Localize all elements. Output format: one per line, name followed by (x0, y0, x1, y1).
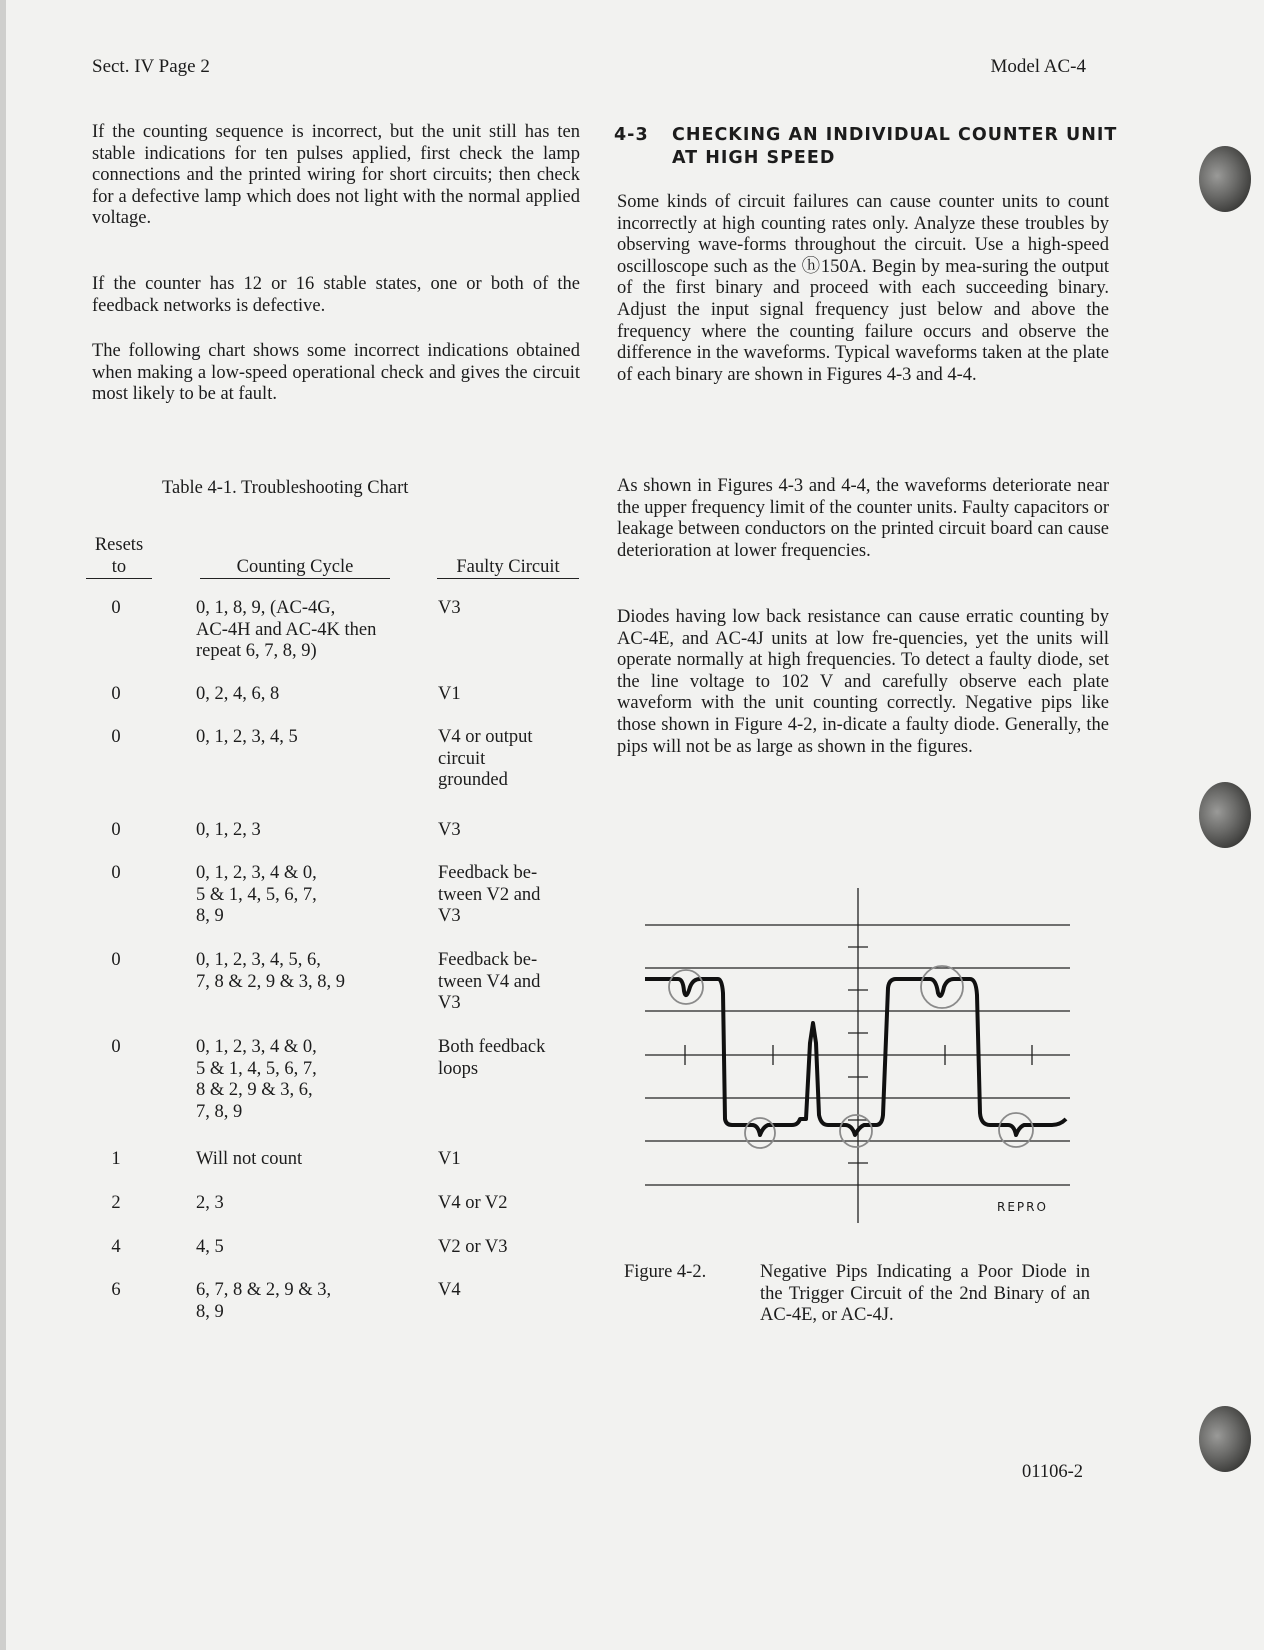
cell-resets: 0 (111, 727, 121, 747)
cell-faulty-circuit: V3 (438, 598, 461, 618)
page-edge (0, 0, 6, 1650)
table-title: Table 4-1. Troubleshooting Chart (162, 478, 409, 498)
oscilloscope-waveform-figure (640, 883, 1080, 1228)
cell-resets: 6 (111, 1280, 121, 1300)
cell-counting-cycle: 0, 1, 2, 3, 4, 5, 6, 7, 8 & 2, 9 & 3, 8, 9 (196, 950, 346, 992)
document-number: 01106-2 (1022, 1462, 1083, 1482)
binder-hole-middle (1199, 782, 1251, 848)
section-title: CHECKING AN INDIVIDUAL COUNTER UNIT AT HIGH SPEED (672, 125, 1118, 168)
binder-hole-bottom (1199, 1406, 1251, 1472)
table-header-counting-cycle: Counting Cycle (200, 556, 390, 579)
table-header-resets (86, 534, 152, 579)
cell-faulty-circuit: Feedback be- tween V2 and V3 (438, 863, 541, 927)
cell-resets: 0 (111, 684, 121, 704)
cell-counting-cycle: 0, 1, 8, 9, (AC-4G, AC-4H and AC-4K then repeat 6, 7, 8, 9) (196, 598, 377, 662)
cell-counting-cycle: 4, 5 (196, 1237, 224, 1257)
cell-counting-cycle: 0, 1, 2, 3 (196, 820, 261, 840)
cell-faulty-circuit: Feedback be- tween V4 and V3 (438, 950, 541, 1014)
cell-counting-cycle: 0, 1, 2, 3, 4 & 0, 5 & 1, 4, 5, 6, 7, 8 & 2, 9 & 3, 6, 7, 8, 9 (196, 1037, 317, 1122)
pip-circle (669, 970, 703, 1004)
waveform-trace (645, 979, 1066, 1135)
cell-faulty-circuit: V4 or output circuit grounded (438, 727, 533, 791)
cell-resets: 4 (111, 1237, 121, 1257)
cell-resets: 1 (111, 1149, 121, 1169)
paragraph-stable-states: If the counter has 12 or 16 stable states, one or both of the feedback networks is defective. (92, 274, 580, 316)
cell-counting-cycle: 6, 7, 8 & 2, 9 & 3, 8, 9 (196, 1280, 332, 1322)
page-header-section: Sect. IV Page 2 (92, 56, 210, 77)
cell-counting-cycle: 0, 1, 2, 3, 4 & 0, 5 & 1, 4, 5, 6, 7, 8, 9 (196, 863, 317, 927)
cell-faulty-circuit: V2 or V3 (438, 1237, 508, 1257)
cell-faulty-circuit: V4 or V2 (438, 1193, 508, 1213)
section-number: 4-3 (614, 125, 649, 145)
paragraph-faulty-diodes: Diodes having low back resistance can cause erratic counting by AC-4E, and AC-4J units at low fre-quencies, yet the units will operate normally at high frequencies. To detect a faulty diode, set the line voltage to 102 V and carefully observe each plate waveform with the unit counting correctly. Negative pips like those shown in Figure 4-2, in-dicate a faulty diode. Generally, the pips will not be as large as shown in the figures. (617, 607, 1109, 757)
paragraph-waveform-deterioration: As shown in Figures 4-3 and 4-4, the waveforms deteriorate near the upper frequency limit of the counter units. Faulty capacitors or leakage between conductors on the printed circuit board can cause deterioration at lower frequencies. (617, 476, 1109, 561)
cell-faulty-circuit: V4 (438, 1280, 461, 1300)
cell-resets: 0 (111, 820, 121, 840)
paragraph-high-speed-failures: Some kinds of circuit failures can cause counter units to count incorrectly at high counting rates only. Analyze these troubles by observing wave-forms throughout the circuit. Use a high-speed oscilloscope such as the ⓗ150A. Begin by mea-suring the output of the first binary and proceed with each succeeding binary. Adjust the input signal frequency just below and above the frequency where the counting failure occurs and observe the difference in the waveforms. Typical waveforms taken at the plate of each binary are shown in Figures 4-3 and 4-4. (617, 192, 1109, 385)
table-header-faulty-circuit: Faulty Circuit (437, 556, 579, 579)
cell-counting-cycle: 0, 1, 2, 3, 4, 5 (196, 727, 298, 747)
cell-faulty-circuit: V3 (438, 820, 461, 840)
table-header-resets-line1: Resets (94, 535, 144, 555)
cell-counting-cycle: 0, 2, 4, 6, 8 (196, 684, 280, 704)
cell-faulty-circuit: Both feedback loops (438, 1037, 546, 1079)
page-header-model: Model AC-4 (990, 56, 1086, 77)
cell-faulty-circuit: V1 (438, 684, 461, 704)
cell-resets: 0 (111, 598, 121, 618)
paragraph-counting-sequence: If the counting sequence is incorrect, but the unit still has ten stable indications for ten pulses applied, first check the lamp connections and the printed wiring for short circuits; then check for a defective lamp which does not light with the normal applied voltage. (92, 122, 580, 229)
figure-caption-label: Figure 4-2. (624, 1262, 707, 1282)
table-header-resets-line2: to (86, 556, 152, 579)
figure-repro-mark: REPRO (997, 1200, 1048, 1214)
cell-resets: 0 (111, 1037, 121, 1057)
cell-faulty-circuit: V1 (438, 1149, 461, 1169)
figure-caption-text: Negative Pips Indicating a Poor Diode in the Trigger Circuit of the 2nd Binary of an AC-4E, or AC-4J. (760, 1262, 1090, 1326)
cell-resets: 2 (111, 1193, 121, 1213)
cell-counting-cycle: 2, 3 (196, 1193, 224, 1213)
graticule (645, 888, 1070, 1223)
cell-resets: 0 (111, 950, 121, 970)
paragraph-chart-intro: The following chart shows some incorrect indications obtained when making a low-speed operational check and gives the circuit most likely to be at fault. (92, 341, 580, 405)
cell-resets: 0 (111, 863, 121, 883)
cell-counting-cycle: Will not count (196, 1149, 303, 1169)
binder-hole-top (1199, 146, 1251, 212)
